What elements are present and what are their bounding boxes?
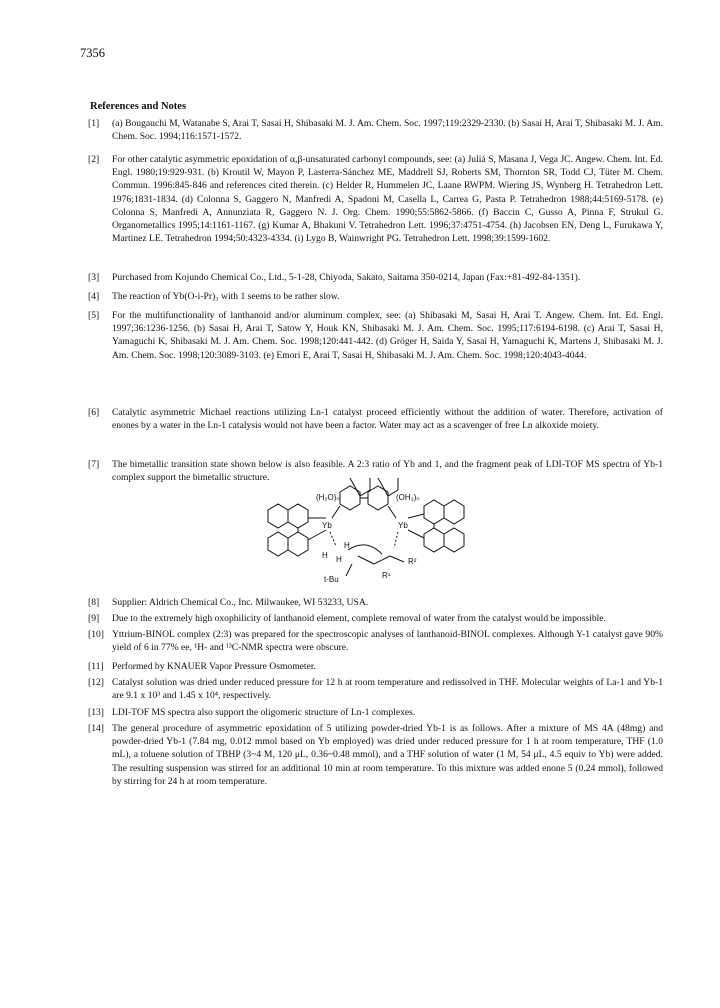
reference-item bbox=[88, 660, 663, 673]
reference-number: [2] bbox=[88, 154, 100, 165]
reference-item bbox=[88, 596, 663, 609]
reference-number: [11] bbox=[88, 661, 104, 672]
reference-text: The bimetallic transition state shown below is also feasible. A 2:3 ratio of Yb and 1, and the fragment peak of LDI-TOF MS spectra of Yb-1 complex support the bimetallic structure. bbox=[112, 459, 663, 484]
reference-item bbox=[88, 406, 663, 432]
r1-label: R¹ bbox=[382, 571, 391, 580]
bimetallic-transition-state-figure bbox=[248, 478, 488, 588]
reference-number: [7] bbox=[88, 459, 100, 470]
reference-text: (a) Bougauchi M, Watanabe S, Arai T, Sasai H, Shibasaki M. J. Am. Chem. Soc. 1997;119:2329-2330. (b) Sasai H, Arai T, Shibasaki M. J. Am. Chem. Soc. 1994;116:1571-1572. bbox=[112, 118, 663, 143]
tbu-label: t-Bu bbox=[324, 575, 339, 584]
reference-text: Purchased from Kojundo Chemical Co., Ltd., 5-1-28, Chiyoda, Sakato, Saitama 350-0214, Japan (Fax:+81-492-84-1351). bbox=[112, 272, 581, 283]
reference-text: The reaction of Yb(O-i-Pr)₃ with 1 seems to be rather slow. bbox=[112, 291, 340, 302]
reference-number: [12] bbox=[88, 677, 104, 688]
reference-text: The general procedure of asymmetric epoxidation of 5 utilizing powder-dried Yb-1 is as follows. After a mixture of MS 4A (48mg) and powder-dried Yb-1 (7.84 mg, 0.012 mmol based on Yb employed) was dried under reduced pressure for 1 h at room temperature, THF (1.0 mL), a toluene solution of TBHP (3~4 M, 120 μL, 0.36~0.48 mmol), and a THF solution of water (1 M, 54 μL, 4.5 equiv to Yb) were added. The resulting suspension was stirred for an additional 10 min at room temperature. To this mixture was added enone 5 (0.24 mmol), followed by stirring for 24 h at room temperature. bbox=[112, 723, 663, 787]
reference-number: [13] bbox=[88, 707, 104, 718]
reference-text: Supplier: Aldrich Chemical Co., Inc. Milwaukee, WI 53233, USA. bbox=[112, 597, 369, 608]
reference-text: Catalyst solution was dried under reduced pressure for 12 h at room temperature and redissolved in THF. Molecular weights of La-1 and Yb-1 are 9.1 x 10³ and 1.45 x 10⁴, respectively. bbox=[112, 677, 663, 702]
r2-label: R² bbox=[408, 557, 417, 566]
reference-number: [10] bbox=[88, 629, 104, 640]
reference-number: [5] bbox=[88, 310, 100, 321]
section-title: References and Notes bbox=[90, 101, 187, 112]
reference-item bbox=[88, 628, 663, 654]
reference-number: [14] bbox=[88, 723, 104, 734]
yb-left-label: Yb bbox=[322, 521, 332, 530]
reference-text: For the multifunctionality of lanthanoid and/or aluminum complex, see: (a) Shibasaki M, Sasai H, Arai T. Angew. Chem. Int. Ed. Engl. 1997;36:1236-1256. (b) Sasai H, Arai T, Satow Y, Houk KN, Shibasaki M. J. Am. Chem. Soc. 1995;117:6194-6198. (c) Arai T, Sasai H, Yamaguchi K, Shibasaki M. J. Am. Chem. Soc. 1998;120:441-442. (d) Gröger H, Saida Y, Sasai H, Yamaguchi K, Martens J, Shibasaki M. J. Am. Chem. Soc. 1998;120:3089-3103. (e) Emori E, Arai T, Sasai H, Shibasaki M. J. Am. Chem. Soc. 1998;120:4043-4044. bbox=[112, 310, 663, 361]
reference-number: [1] bbox=[88, 118, 100, 129]
reference-item bbox=[88, 722, 663, 788]
reference-item bbox=[88, 271, 663, 284]
reference-number: [6] bbox=[88, 407, 100, 418]
reference-text: Catalytic asymmetric Michael reactions utilizing Ln-1 catalyst proceed efficiently without the addition of water. Therefore, activation of enones by a water in the Ln-1 catalysis would not have been a factor. Water may act as a scavenger of free Ln alkoxide moiety. bbox=[112, 407, 663, 432]
reference-item bbox=[88, 153, 663, 245]
reference-text: Performed by KNAUER Vapor Pressure Osmometer. bbox=[112, 661, 316, 672]
page-number: 7356 bbox=[80, 46, 105, 60]
yb-right-label: Yb bbox=[398, 521, 408, 530]
reference-number: [9] bbox=[88, 613, 100, 624]
reference-number: [8] bbox=[88, 597, 100, 608]
reference-text: For other catalytic asymmetric epoxidation of α,β-unsaturated carbonyl compounds, see: (a) Juliá S, Masana J, Vega JC. Angew. Chem. Int. Ed. Engl. 1980;19:929-931. (b) Kroutil W, Mayon P, Lasterra-Sánchez ME, Maddrell SJ, Roberts SM, Thornton SR, Todd CJ, Tüter M. Chem. Commun. 1996:845-846 and references cited therein. (c) Helder R, Hummelen JC, Laane RWPM. Wiering JS, Wynberg H. Tetrahedron Lett. 1976;1831-1834. (d) Colonna S, Gaggero N, Manfredi A, Spadoni M, Casella L, Carrea G, Pasta P. Tetrahedron 1988;44:5169-5178. (e) Colonna S, Manfredi A, Annunziata R, Gaggero N. J. Org. Chem. 1990;55:5862-5866. (f) Baccin C, Gusso A, Pinna F, Strukul G. Organometallics 1995;14:1161-1167. (g) Kumar A, Bhakuni V. Tetrahedron Lett. 1996;37:4751-4754. (h) Jacobsen EN, Deng L, Furukawa Y, Martinez LE. Tetrahedron 1994;50:4323-4334. (i) Lygo B, Wainwright PG. Tetrahedron Lett. 1998;39:1599-1602. bbox=[112, 154, 663, 245]
h-label-left: H bbox=[322, 551, 328, 560]
reference-item bbox=[88, 309, 663, 362]
reference-number: [3] bbox=[88, 272, 100, 283]
reference-text: Due to the extremely high oxophilicity of lanthanoid element, complete removal of water from the catalyst would be impossible. bbox=[112, 613, 606, 624]
reference-number: [4] bbox=[88, 291, 100, 302]
h-label-right: H bbox=[344, 541, 350, 550]
water-ligand-left: (H₂O)ₙ bbox=[316, 493, 340, 502]
structure-drawing bbox=[248, 478, 488, 588]
reference-item bbox=[88, 676, 663, 702]
reference-item bbox=[88, 290, 663, 303]
reference-text: LDI-TOF MS spectra also support the oligomeric structure of Ln-1 complexes. bbox=[112, 707, 416, 718]
reference-item bbox=[88, 706, 663, 719]
reference-item bbox=[88, 117, 663, 143]
h-label-mid: H bbox=[336, 555, 342, 564]
reference-item bbox=[88, 612, 663, 625]
water-ligand-right: (OH₂)ₙ bbox=[396, 493, 420, 502]
reference-text: Yttrium-BINOL complex (2:3) was prepared for the spectroscopic analyses of lanthanoid-BINOL complexes. Although Y-1 catalyst gave 90% yield of 6 in 77% ee, ¹H- and ¹³C-NMR spectra were obscure. bbox=[112, 629, 663, 654]
